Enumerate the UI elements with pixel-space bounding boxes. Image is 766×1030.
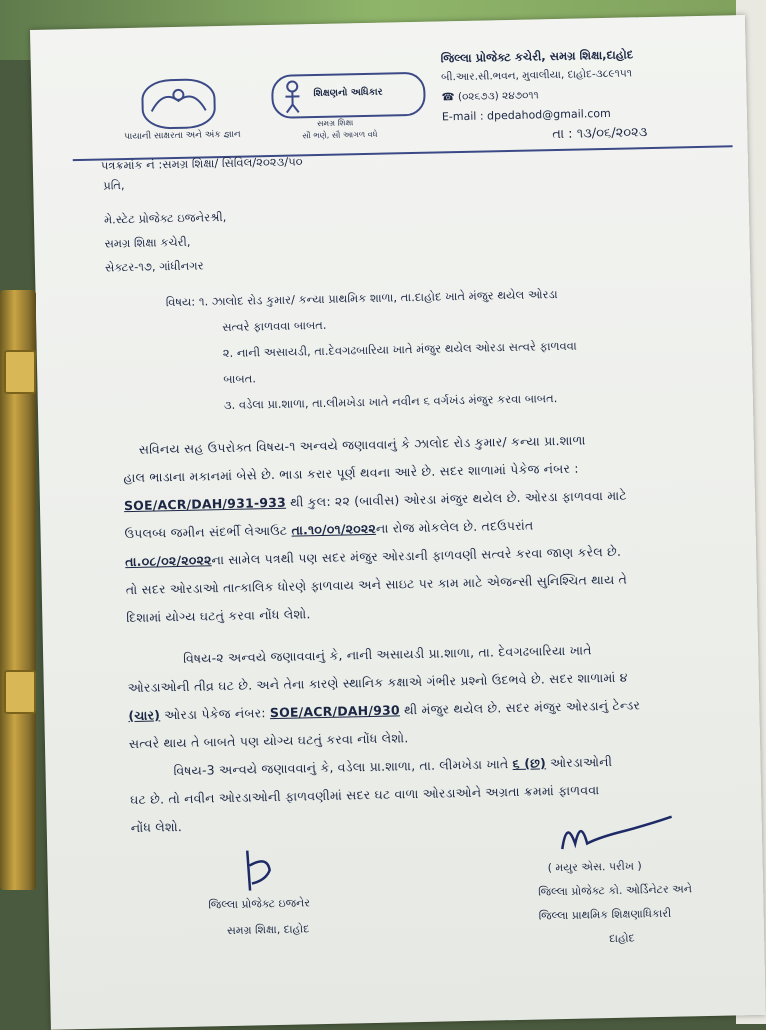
logo2-caption-2: સૌ ભણે, સૌ આગળ વધે: [302, 129, 378, 141]
literacy-logo: [141, 78, 216, 130]
para1-line-7: દિશામાં યોગ્ય ઘટતું કરવા નોંધ લેશો.: [126, 606, 311, 626]
para3-line-1-c: ઓરડાઓની: [545, 753, 613, 771]
package-number-2: SOE/ACR/DAH/930: [269, 702, 400, 721]
para1-line-3-rest: થી કુલ: ૨૨ (બાવીસ) ઓરડા મંજુર થયેલ છે. ઓરડા ફાળવવા માટે: [285, 487, 627, 510]
rte-logo: [271, 72, 426, 119]
subject-2b: બાબત.: [223, 371, 257, 387]
logo2-caption-1: સમગ્ર શિક્ષા: [316, 118, 354, 129]
letter-ref-date: તા.૦૮/૦૨/૨૦૨૨: [124, 552, 212, 570]
room-count-6: ૬ (છ): [512, 755, 547, 772]
para3-line-2: ઘટ છે. તો નવીન ઓરડાઓની ફાળવણીમાં સદર ઘટ વાળા ઓરડાઓને અગ્રતા ક્રમમાં ફાળવવા: [129, 782, 600, 808]
recipient-line-3: સેક્ટર-૧૭, ગાંધીનગર: [104, 258, 204, 275]
coordinator-signature: [556, 807, 677, 860]
office-address: બી.આર.સી.ભવન, મુવાલીયા, દાહોદ-૩૮૯૧૫૧: [440, 67, 633, 84]
office-phone: ☎ (૦૨૬૭૩) ૨૪૭૦૧૧: [441, 89, 539, 104]
para1-line-4-c: ના રોજ મોકલેલ છે. તદઉપરાંત: [375, 517, 534, 536]
letter-date: તા : ૧૩/૦૬/૨૦૨૩: [552, 125, 648, 143]
binder-clip-bottom: [4, 670, 36, 714]
subject-3: ૩. વડેલા પ્રા.શાળા, તા.લીમખેડા ખાતે નવીન ૬ વર્ગખંડ મંજુર કરવા બાબત.: [223, 391, 558, 413]
para2-line-3-d: થી મંજુર થયેલ છે. સદર મંજુર ઓરડાનું ટેન્ડર: [399, 697, 641, 718]
engineer-signature: [237, 845, 288, 896]
coordinator-name: ( મયુર એસ. પરીખ ): [547, 859, 642, 875]
subject-1b: સત્વરે ફાળવવા બાબત.: [222, 317, 327, 335]
letter-page: [30, 15, 766, 1030]
office-email: E-mail : dpedahod@gmail.com: [441, 106, 611, 124]
layout-date: તા.૧૦/૦૧/૨૦૨૨: [291, 520, 377, 538]
binder-clip: [0, 290, 36, 890]
para2-line-2: ઓરડાઓની તીવ્ર ઘટ છે. અને તેના કારણે સ્થાનિક કક્ષાએ ગંભીર પ્રશ્નો ઉદભવે છે. સદર શાળામાં ૪: [127, 669, 628, 696]
logo1-caption: પાયાની સાક્ષરતા અને અંક જ્ઞાન: [124, 129, 241, 143]
office-name: જિલ્લા પ્રોજેક્ટ કચેરી, સમગ્ર શિક્ષા,દાહોદ: [440, 47, 634, 66]
binder-clip-top: [4, 350, 36, 394]
recipient-line-2: સમગ્ર શિક્ષા કચેરી,: [104, 234, 191, 251]
coordinator-title-1: જિલ્લા પ્રોજેક્ટ કો. ઓર્ડિનેટર અને: [538, 882, 693, 899]
para2-line-3-b: ઓરડા પેકેજ નંબર:: [159, 705, 271, 723]
engineer-title: જિલ્લા પ્રોજેક્ટ ઇજનેર: [208, 896, 311, 912]
para1-line-5-b: ના સામેલ પત્રથી પણ સદર મંજુર ઓરડાની ફાળવણી સત્વરે કરવા જાણ કરેલ છે.: [211, 543, 622, 568]
para1-line-6: તો સદર ઓરડાઓ તાત્કાલિક ધોરણે ફાળવાય અને સાઇટ પર કામ માટે એજન્સી સુનિશ્ચિત થાય તે: [125, 571, 628, 598]
para3-line-3: નોંધ લેશો.: [130, 818, 183, 836]
para1-line-4-a: ઉપલબ્ધ જમીન સંદર્ભી લેઆઉટ: [124, 522, 292, 542]
recipient-line-1: મે.સ્ટેટ પ્રોજેક્ટ ઇજનેરશ્રી,: [103, 209, 227, 227]
engineer-office: સમગ્ર શિક્ષા, દાહોદ: [226, 922, 310, 938]
para2-line-1: વિષય-૨ અન્વયે જણાવવાનું કે, નાની અસાયડી પ્રા.શાળા, તા. દેવગઢબારિયા ખાતે: [183, 642, 592, 666]
to-label: પ્રતિ,: [103, 178, 125, 193]
room-count-4: (ચાર): [128, 707, 161, 724]
para3-line-1-a: વિષય-3 અન્વયે જણાવવાનું કે, વડેલા પ્રા.શાળા, તા. લીમખેડા ખાતે: [173, 756, 513, 779]
rte-title: શિક્ષણનો અધિકાર: [313, 86, 383, 100]
reference-number: પત્રક્રમાંક નં :સમગ્ર શિક્ષા/ સિવિલ/૨૦૨૩/૫૦: [100, 154, 303, 173]
package-number-1: SOE/ACR/DAH/931-933: [123, 494, 287, 514]
para2-line-4: સત્વરે થાય તે બાબતે પણ યોગ્ય ઘટતું કરવા નોંધ લેશો.: [128, 730, 409, 752]
para1-line-1: સવિનય સહ ઉપરોક્ત વિષય-૧ અન્વયે જણાવવાનું કે ઝાલોદ રોડ કુમાર/ કન્યા પ્રા.શાળા: [138, 432, 586, 457]
subject-2a: ૨. નાની અસાયડી, તા.દેવગઢબારિયા ખાતે મંજુર થયેલ ઓરડા સત્વરે ફાળવવા: [222, 338, 577, 361]
subject-1a: વિષય: ૧. ઝાલોદ રોડ કુમાર/ કન્યા પ્રાથમિક શાળા, તા.દાહોદ ખાતે મંજુર થયેલ ઓરડા: [165, 287, 558, 310]
coordinator-office: દાહોદ: [609, 931, 635, 946]
coordinator-title-2: જિલ્લા પ્રાથમિક શિક્ષણાધિકારી: [538, 906, 672, 923]
para1-line-2: હાલ ભાડાના મકાનમાં બેસે છે. ભાડા કરાર પૂર્ણ થવના આરે છે. સદર શાળામાં પેકેજ નંબર :: [123, 460, 579, 486]
